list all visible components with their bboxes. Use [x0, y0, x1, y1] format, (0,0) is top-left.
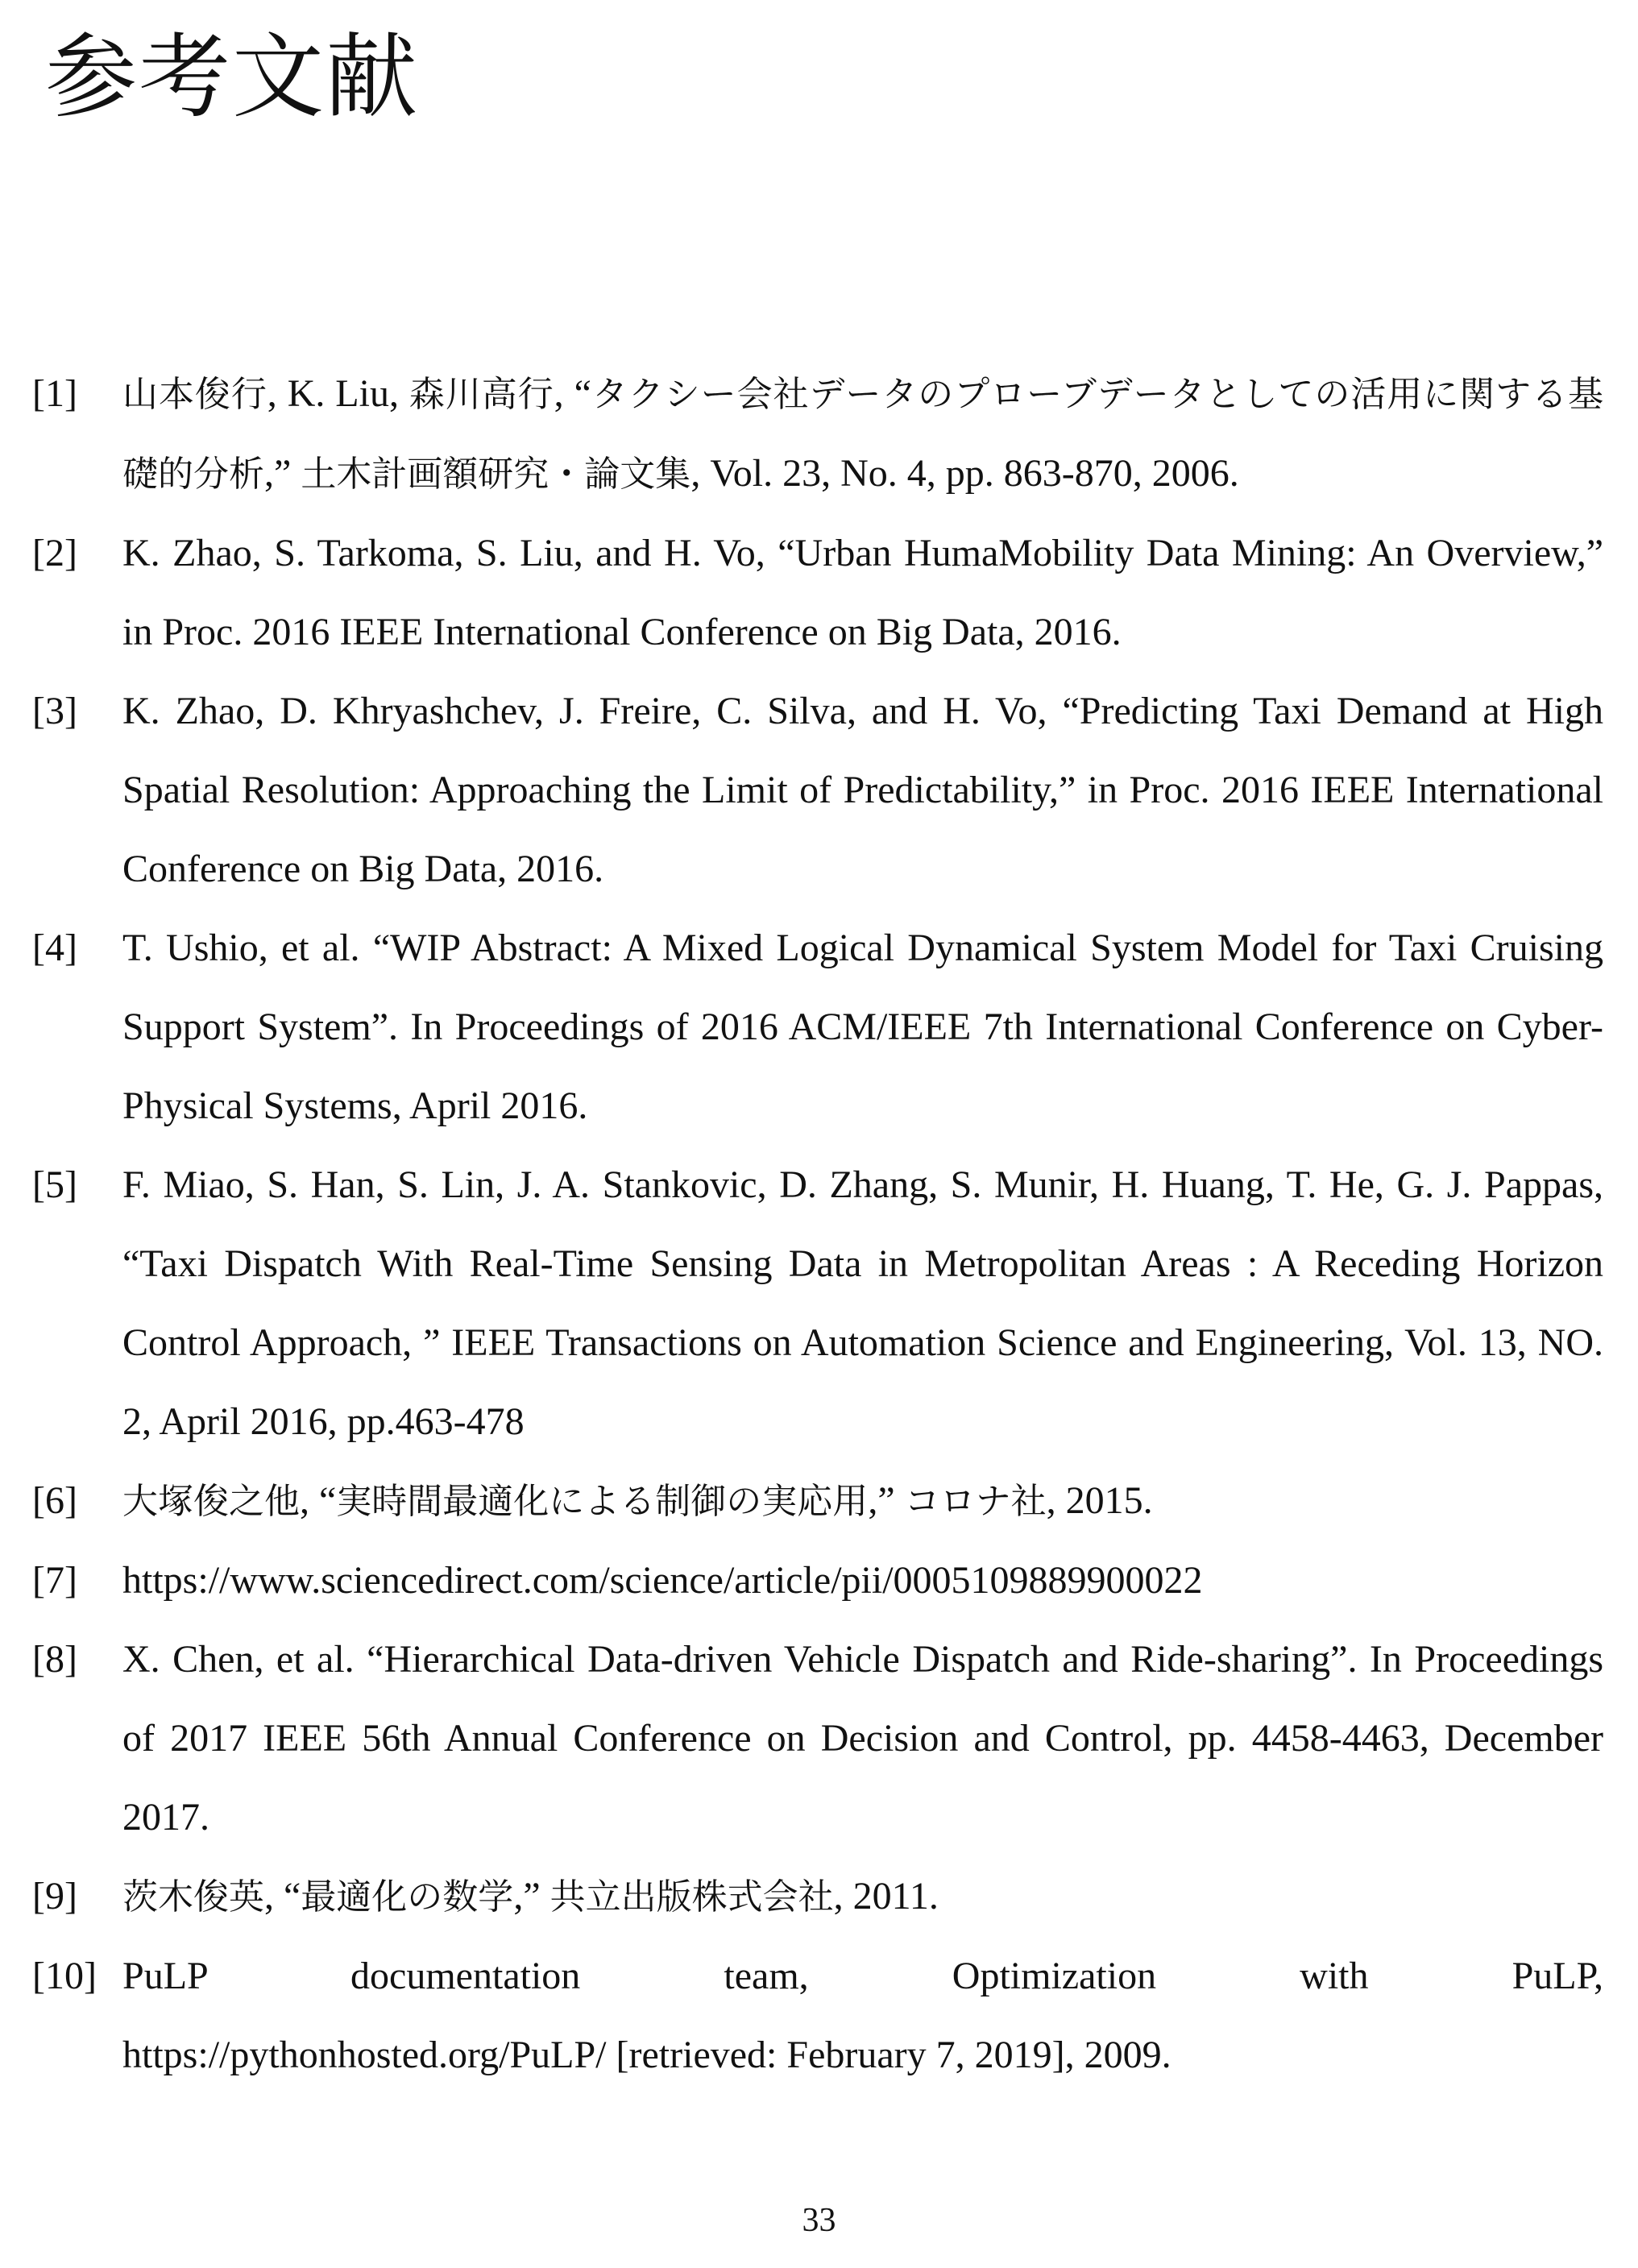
reference-number: [3] [32, 690, 77, 732]
reference-text-segment: K. Zhao, D. Khryashchev, J. Freire, C. Silva, and H. Vo, “Predicting Taxi Demand at High Spatial Resolution: Approaching the Limit of Predictability,” in Proc. 2016 IEEE International Conference on Big Data, 2016. [122, 690, 1603, 890]
reference-entry [32, 1937, 1603, 2095]
reference-text [122, 1163, 1603, 1443]
reference-number: [1] [32, 372, 77, 415]
reference-number: [5] [32, 1163, 77, 1206]
reference-entry [32, 1541, 1603, 1620]
reference-text-segment: 山本俊行 [122, 374, 267, 415]
reference-text-segment: 共立出版株式会社 [549, 1876, 834, 1918]
reference-text-segment: F. Miao, S. Han, S. Lin, J. A. Stankovic, D. Zhang, S. Munir, H. Huang, T. He, G. J. Pappas, “Taxi Dispatch With Real-Time Sensing Data in Metropolitan Areas : A Receding Horizon Control Approach, ” IEEE Transactions on Automation Science and Engineering, Vol. 13, NO. 2, April 2016, pp.463-478 [122, 1163, 1603, 1443]
reference-text-segment: , 2015. [1046, 1479, 1153, 1522]
reference-number: [8] [32, 1638, 77, 1681]
reference-text-segment: , Vol. 23, No. 4, pp. 863-870, 2006. [690, 452, 1239, 495]
reference-entry [32, 909, 1603, 1146]
reference-text-segment: 土木計画額研究・論文集 [301, 454, 691, 495]
reference-text-segment: , “ [300, 1479, 337, 1522]
reference-text-segment: , K. Liu, [267, 372, 409, 415]
reference-text-segment: タクシー会社データのプローブデータとしての活用に関する基礎的分析 [122, 374, 1604, 495]
reference-text-segment: https://www.sciencedirect.com/science/article/pii/0005109889900022 [122, 1559, 1203, 1602]
reference-list [32, 355, 1603, 2095]
reference-entry [32, 1857, 1603, 1937]
reference-text [122, 532, 1603, 653]
reference-text-segment: 実時間最適化による制御の実応用 [336, 1481, 869, 1522]
reference-text-segment: PuLP documentation team, Optimization with PuLP, [122, 1955, 1603, 1997]
reference-entry [32, 514, 1603, 672]
reference-text-segment: 最適化の数学 [301, 1876, 514, 1918]
reference-number: [9] [32, 1875, 77, 1918]
reference-text [122, 690, 1603, 890]
reference-entry [32, 355, 1603, 514]
reference-text [122, 1638, 1603, 1839]
reference-text-segment: 大塚俊之他 [122, 1481, 300, 1522]
reference-text-segment: ,” [513, 1875, 550, 1918]
reference-text-segment: ,” [868, 1479, 905, 1522]
reference-number: [10] [32, 1955, 97, 1997]
reference-text-segment: ,” [264, 452, 301, 495]
reference-text-segment: 茨木俊英 [122, 1876, 264, 1918]
reference-number: [4] [32, 927, 77, 969]
reference-number: [6] [32, 1479, 77, 1522]
reference-text-segment: X. Chen, et al. “Hierarchical Data-driven Vehicle Dispatch and Ride-sharing”. In Proceedings of 2017 IEEE 56th Annual Conference on Decision and Control, pp. 4458-4463, December 2017. [122, 1638, 1603, 1839]
reference-text-segment: , 2011. [833, 1875, 939, 1918]
reference-entry [32, 672, 1603, 909]
reference-text-segment: T. Ushio, et al. “WIP Abstract: A Mixed Logical Dynamical System Model for Taxi Cruising Support System”. In Proceedings of 2016 ACM/IEEE 7th International Conference on Cyber-Physical Systems, April 2016. [122, 927, 1603, 1127]
reference-number: [7] [32, 1559, 77, 1602]
reference-entry [32, 1462, 1603, 1541]
reference-text-segment: , “ [264, 1875, 301, 1918]
reference-text [122, 927, 1603, 1127]
reference-number: [2] [32, 532, 77, 574]
reference-entry [32, 1620, 1603, 1857]
reference-text [122, 1559, 1203, 1602]
reference-text-segment: K. Zhao, S. Tarkoma, S. Liu, and H. Vo, “Urban HumaMobility Data Mining: An Overview,” in Proc. 2016 IEEE International Conference on Big Data, 2016. [122, 532, 1603, 653]
reference-text-segment: , “ [554, 372, 591, 415]
reference-text-segment: コロナ社 [904, 1481, 1047, 1522]
reference-url: https://pythonhosted.org/PuLP/ [retrieved: February 7, 2019], 2009. [122, 2034, 1171, 2076]
reference-entry [32, 1146, 1603, 1462]
page-number: 33 [802, 2202, 836, 2239]
reference-text-segment: 森川高行 [408, 374, 554, 415]
page-title: 参考文献 [45, 23, 420, 131]
reference-text [122, 1479, 1153, 1522]
reference-text [122, 372, 1603, 495]
reference-text [122, 1875, 939, 1918]
reference-text [122, 1955, 1603, 2095]
